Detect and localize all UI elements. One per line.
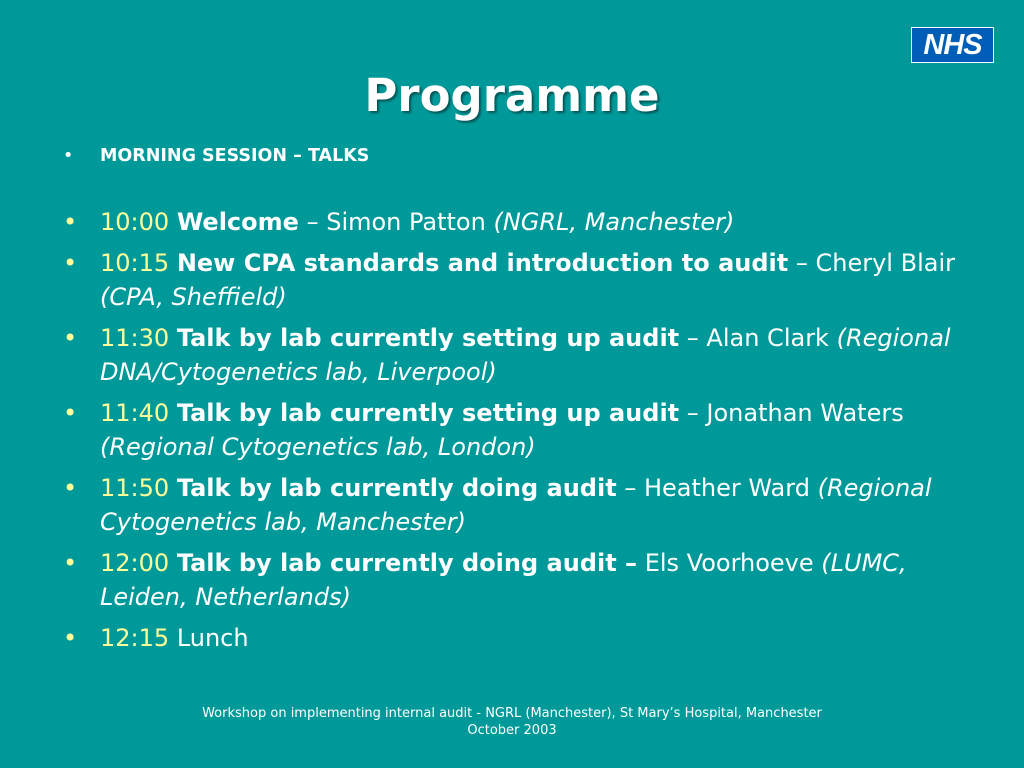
agenda-time: 11:30 [100,324,170,352]
agenda-time: 12:00 [100,549,170,577]
agenda-separator: – [298,208,327,236]
agenda-affiliation: (Regional Cytogenetics lab, London) [100,433,536,461]
agenda-speaker: Alan Clark [706,324,837,352]
agenda-separator: – [788,249,816,277]
agenda-speaker: Lunch [176,624,249,652]
agenda-topic: New CPA standards and introduction to audit [176,249,789,277]
bullet-icon: • [63,249,78,277]
agenda-affiliation: (CPA, Sheffield) [100,283,287,311]
agenda-list [60,205,965,662]
agenda-topic: Talk by lab currently setting up audit [176,324,680,352]
bullet-icon: • [63,474,78,502]
agenda-topic: Talk by lab currently setting up audit [176,399,680,427]
agenda-time: 10:00 [100,208,170,236]
bullet-icon: • [63,146,74,166]
bullet-icon: • [63,208,78,236]
agenda-speaker: Jonathan Waters [706,399,904,427]
session-list [60,144,960,168]
agenda-affiliation: (Regional Cytogenetics lab, Manchester) [100,474,932,536]
agenda-speaker: Cheryl Blair [815,249,955,277]
session-heading-item [60,144,960,168]
footer-date-line: October 2003 [467,723,557,738]
agenda-separator [169,624,177,652]
agenda-item [60,471,965,539]
agenda-topic: Talk by lab currently doing audit – [176,549,638,577]
agenda-item [60,321,965,389]
agenda-time: 11:50 [100,474,170,502]
agenda-item [60,621,965,655]
agenda-speaker: Els Voorhoeve [644,549,822,577]
agenda-speaker: Heather Ward [643,474,818,502]
agenda-time: 11:40 [100,399,170,427]
agenda-separator [637,549,645,577]
agenda-separator: – [679,399,707,427]
agenda-topic: Talk by lab currently doing audit [176,474,617,502]
agenda-item [60,246,965,314]
bullet-icon: • [63,324,78,352]
agenda-affiliation: (NGRL, Manchester) [493,208,735,236]
agenda-topic: Welcome [176,208,299,236]
agenda-speaker: Simon Patton [326,208,494,236]
agenda-affiliation: (Regional DNA/Cytogenetics lab, Liverpool) [100,324,951,386]
agenda-item [60,396,965,464]
session-heading: MORNING SESSION – TALKS [100,146,370,166]
bullet-icon: • [63,399,78,427]
agenda-separator: – [679,324,707,352]
nhs-logo: NHS [911,27,994,63]
agenda-separator: – [616,474,644,502]
agenda-time: 12:15 [100,624,170,652]
bullet-icon: • [63,549,78,577]
agenda-affiliation: (LUMC, Leiden, Netherlands) [100,549,907,611]
footer [0,705,1024,739]
agenda-item [60,546,965,614]
agenda-item [60,205,965,239]
agenda-time: 10:15 [100,249,170,277]
footer-event-line: Workshop on implementing internal audit - NGRL (Manchester), St Mary’s Hospital, Manchester [202,706,822,721]
slide-title: Programme [364,69,660,122]
bullet-icon: • [63,624,78,652]
